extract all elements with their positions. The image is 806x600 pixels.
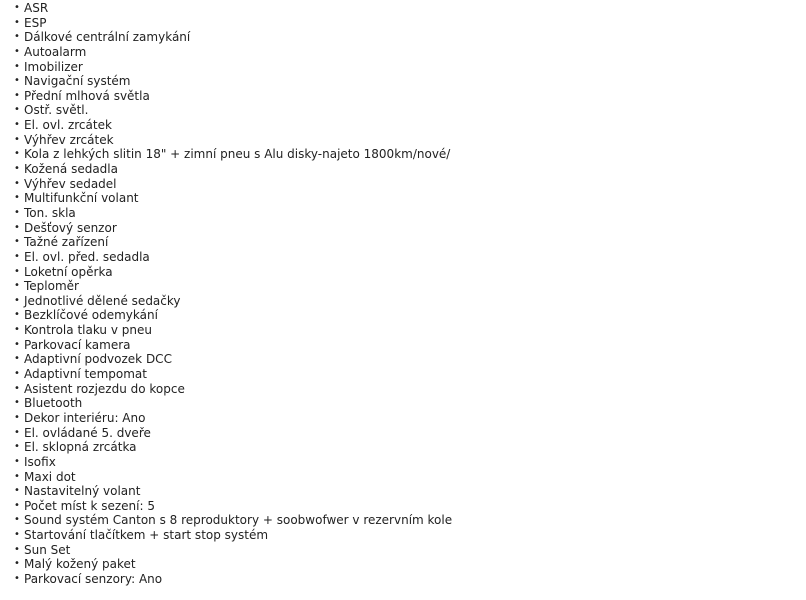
feature-label: Kožená sedadla (24, 162, 118, 177)
bullet-icon: • (14, 572, 20, 584)
list-item (14, 352, 452, 367)
bullet-icon: • (14, 192, 20, 204)
list-item (14, 30, 452, 45)
bullet-icon: • (14, 148, 20, 160)
bullet-icon: • (14, 265, 20, 277)
feature-label: Kontrola tlaku v pneu (24, 323, 152, 338)
list-item (14, 147, 452, 162)
bullet-icon: • (14, 558, 20, 570)
list-item (14, 455, 452, 470)
bullet-icon: • (14, 441, 20, 453)
list-item (14, 382, 452, 397)
list-item (14, 470, 452, 485)
list-item (14, 396, 452, 411)
feature-label: Startování tlačítkem + start stop systém (24, 528, 269, 543)
feature-label: Dekor interiéru: Ano (24, 410, 146, 425)
feature-label: Jednotlivé dělené sedačky (24, 293, 181, 308)
bullet-icon: • (14, 236, 20, 248)
bullet-icon: • (14, 485, 20, 497)
feature-label: ASR (24, 1, 49, 15)
list-item (14, 133, 452, 148)
list-item (14, 572, 452, 587)
feature-label: El. sklopná zrcátka (24, 440, 137, 455)
feature-label: Loketní opěrka (24, 264, 113, 279)
list-item (14, 513, 452, 528)
bullet-icon: • (14, 294, 20, 306)
bullet-icon: • (14, 2, 20, 13)
bullet-icon: • (14, 470, 20, 482)
bullet-icon: • (14, 104, 20, 116)
feature-label: Bezklíčové odemykání (24, 308, 158, 323)
feature-label: Sun Set (24, 542, 71, 557)
list-item (14, 265, 452, 280)
bullet-icon: • (14, 338, 20, 350)
feature-label: Výhřev zrcátek (24, 132, 114, 147)
bullet-icon: • (14, 89, 20, 101)
bullet-icon: • (14, 16, 20, 28)
list-item (14, 221, 452, 236)
bullet-icon: • (14, 353, 20, 365)
list-item (14, 426, 452, 441)
bullet-icon: • (14, 543, 20, 555)
list-item (14, 557, 452, 572)
list-item (14, 60, 452, 75)
bullet-icon: • (14, 499, 20, 511)
list-item (14, 367, 452, 382)
feature-label: El. ovl. zrcátek (24, 118, 112, 133)
list-item (14, 1, 452, 16)
feature-label: Parkovací senzory: Ano (24, 571, 163, 586)
bullet-icon: • (14, 177, 20, 189)
feature-label: Bluetooth (24, 396, 83, 411)
feature-label: Multifunkční volant (24, 191, 139, 206)
feature-label: Imobilizer (24, 59, 83, 74)
list-item (14, 103, 452, 118)
feature-label: Kola z lehkých slitin 18" + zimní pneu s Alu disky-najeto 1800km/nové/ (24, 147, 451, 162)
feature-label: Navigační systém (24, 74, 131, 89)
bullet-icon: • (14, 221, 20, 233)
bullet-icon: • (14, 411, 20, 423)
feature-label: Ostř. světl. (24, 103, 89, 118)
bullet-icon: • (14, 455, 20, 467)
list-item (14, 74, 452, 89)
list-item (14, 308, 452, 323)
list-item (14, 45, 452, 60)
list-item (14, 543, 452, 558)
feature-label: El. ovládané 5. dveře (24, 425, 151, 440)
feature-label: Počet míst k sezení: 5 (24, 498, 155, 513)
list-item (14, 177, 452, 192)
feature-label: Teploměr (24, 279, 79, 294)
bullet-icon: • (14, 368, 20, 380)
bullet-icon: • (14, 163, 20, 175)
feature-label: Nastavitelný volant (24, 484, 141, 499)
list-item (14, 528, 452, 543)
feature-label: Adaptivní tempomat (24, 367, 147, 382)
bullet-icon: • (14, 514, 20, 526)
list-item (14, 206, 452, 221)
bullet-icon: • (14, 119, 20, 131)
list-item (14, 118, 452, 133)
bullet-icon: • (14, 250, 20, 262)
bullet-icon: • (14, 45, 20, 57)
list-item (14, 89, 452, 104)
feature-label: Asistent rozjezdu do kopce (24, 381, 185, 396)
feature-label: Výhřev sedadel (24, 176, 117, 191)
feature-label: El. ovl. před. sedadla (24, 249, 150, 264)
list-item (14, 162, 452, 177)
feature-label: Autoalarm (24, 44, 87, 59)
feature-label: Dešťový senzor (24, 220, 117, 235)
bullet-icon: • (14, 31, 20, 43)
bullet-icon: • (14, 309, 20, 321)
list-item (14, 484, 452, 499)
list-item (14, 250, 452, 265)
feature-label: Dálkové centrální zamykání (24, 30, 191, 45)
list-item (14, 499, 452, 514)
feature-label: Isofix (24, 454, 56, 469)
bullet-icon: • (14, 133, 20, 145)
bullet-icon: • (14, 75, 20, 87)
feature-label: Parkovací kamera (24, 337, 131, 352)
list-item (14, 411, 452, 426)
feature-label: Tažné zařízení (24, 235, 109, 250)
list-item (14, 440, 452, 455)
bullet-icon: • (14, 382, 20, 394)
bullet-icon: • (14, 60, 20, 72)
list-item (14, 191, 452, 206)
feature-label: Malý kožený paket (24, 557, 136, 572)
bullet-icon: • (14, 397, 20, 409)
feature-label: Maxi dot (24, 469, 76, 484)
feature-list (14, 1, 452, 587)
bullet-icon: • (14, 529, 20, 541)
feature-label: Ton. skla (24, 205, 76, 220)
bullet-icon: • (14, 426, 20, 438)
feature-label: Přední mlhová světla (24, 88, 150, 103)
feature-label: Adaptivní podvozek DCC (24, 352, 172, 367)
bullet-icon: • (14, 324, 20, 336)
list-item (14, 16, 452, 31)
feature-label: Sound systém Canton s 8 reproduktory + soobwofwer v rezervním kole (24, 513, 453, 528)
list-item (14, 338, 452, 353)
bullet-icon: • (14, 280, 20, 292)
feature-label: ESP (24, 15, 47, 30)
list-item (14, 279, 452, 294)
list-item (14, 294, 452, 309)
bullet-icon: • (14, 206, 20, 218)
list-item (14, 323, 452, 338)
list-item (14, 235, 452, 250)
